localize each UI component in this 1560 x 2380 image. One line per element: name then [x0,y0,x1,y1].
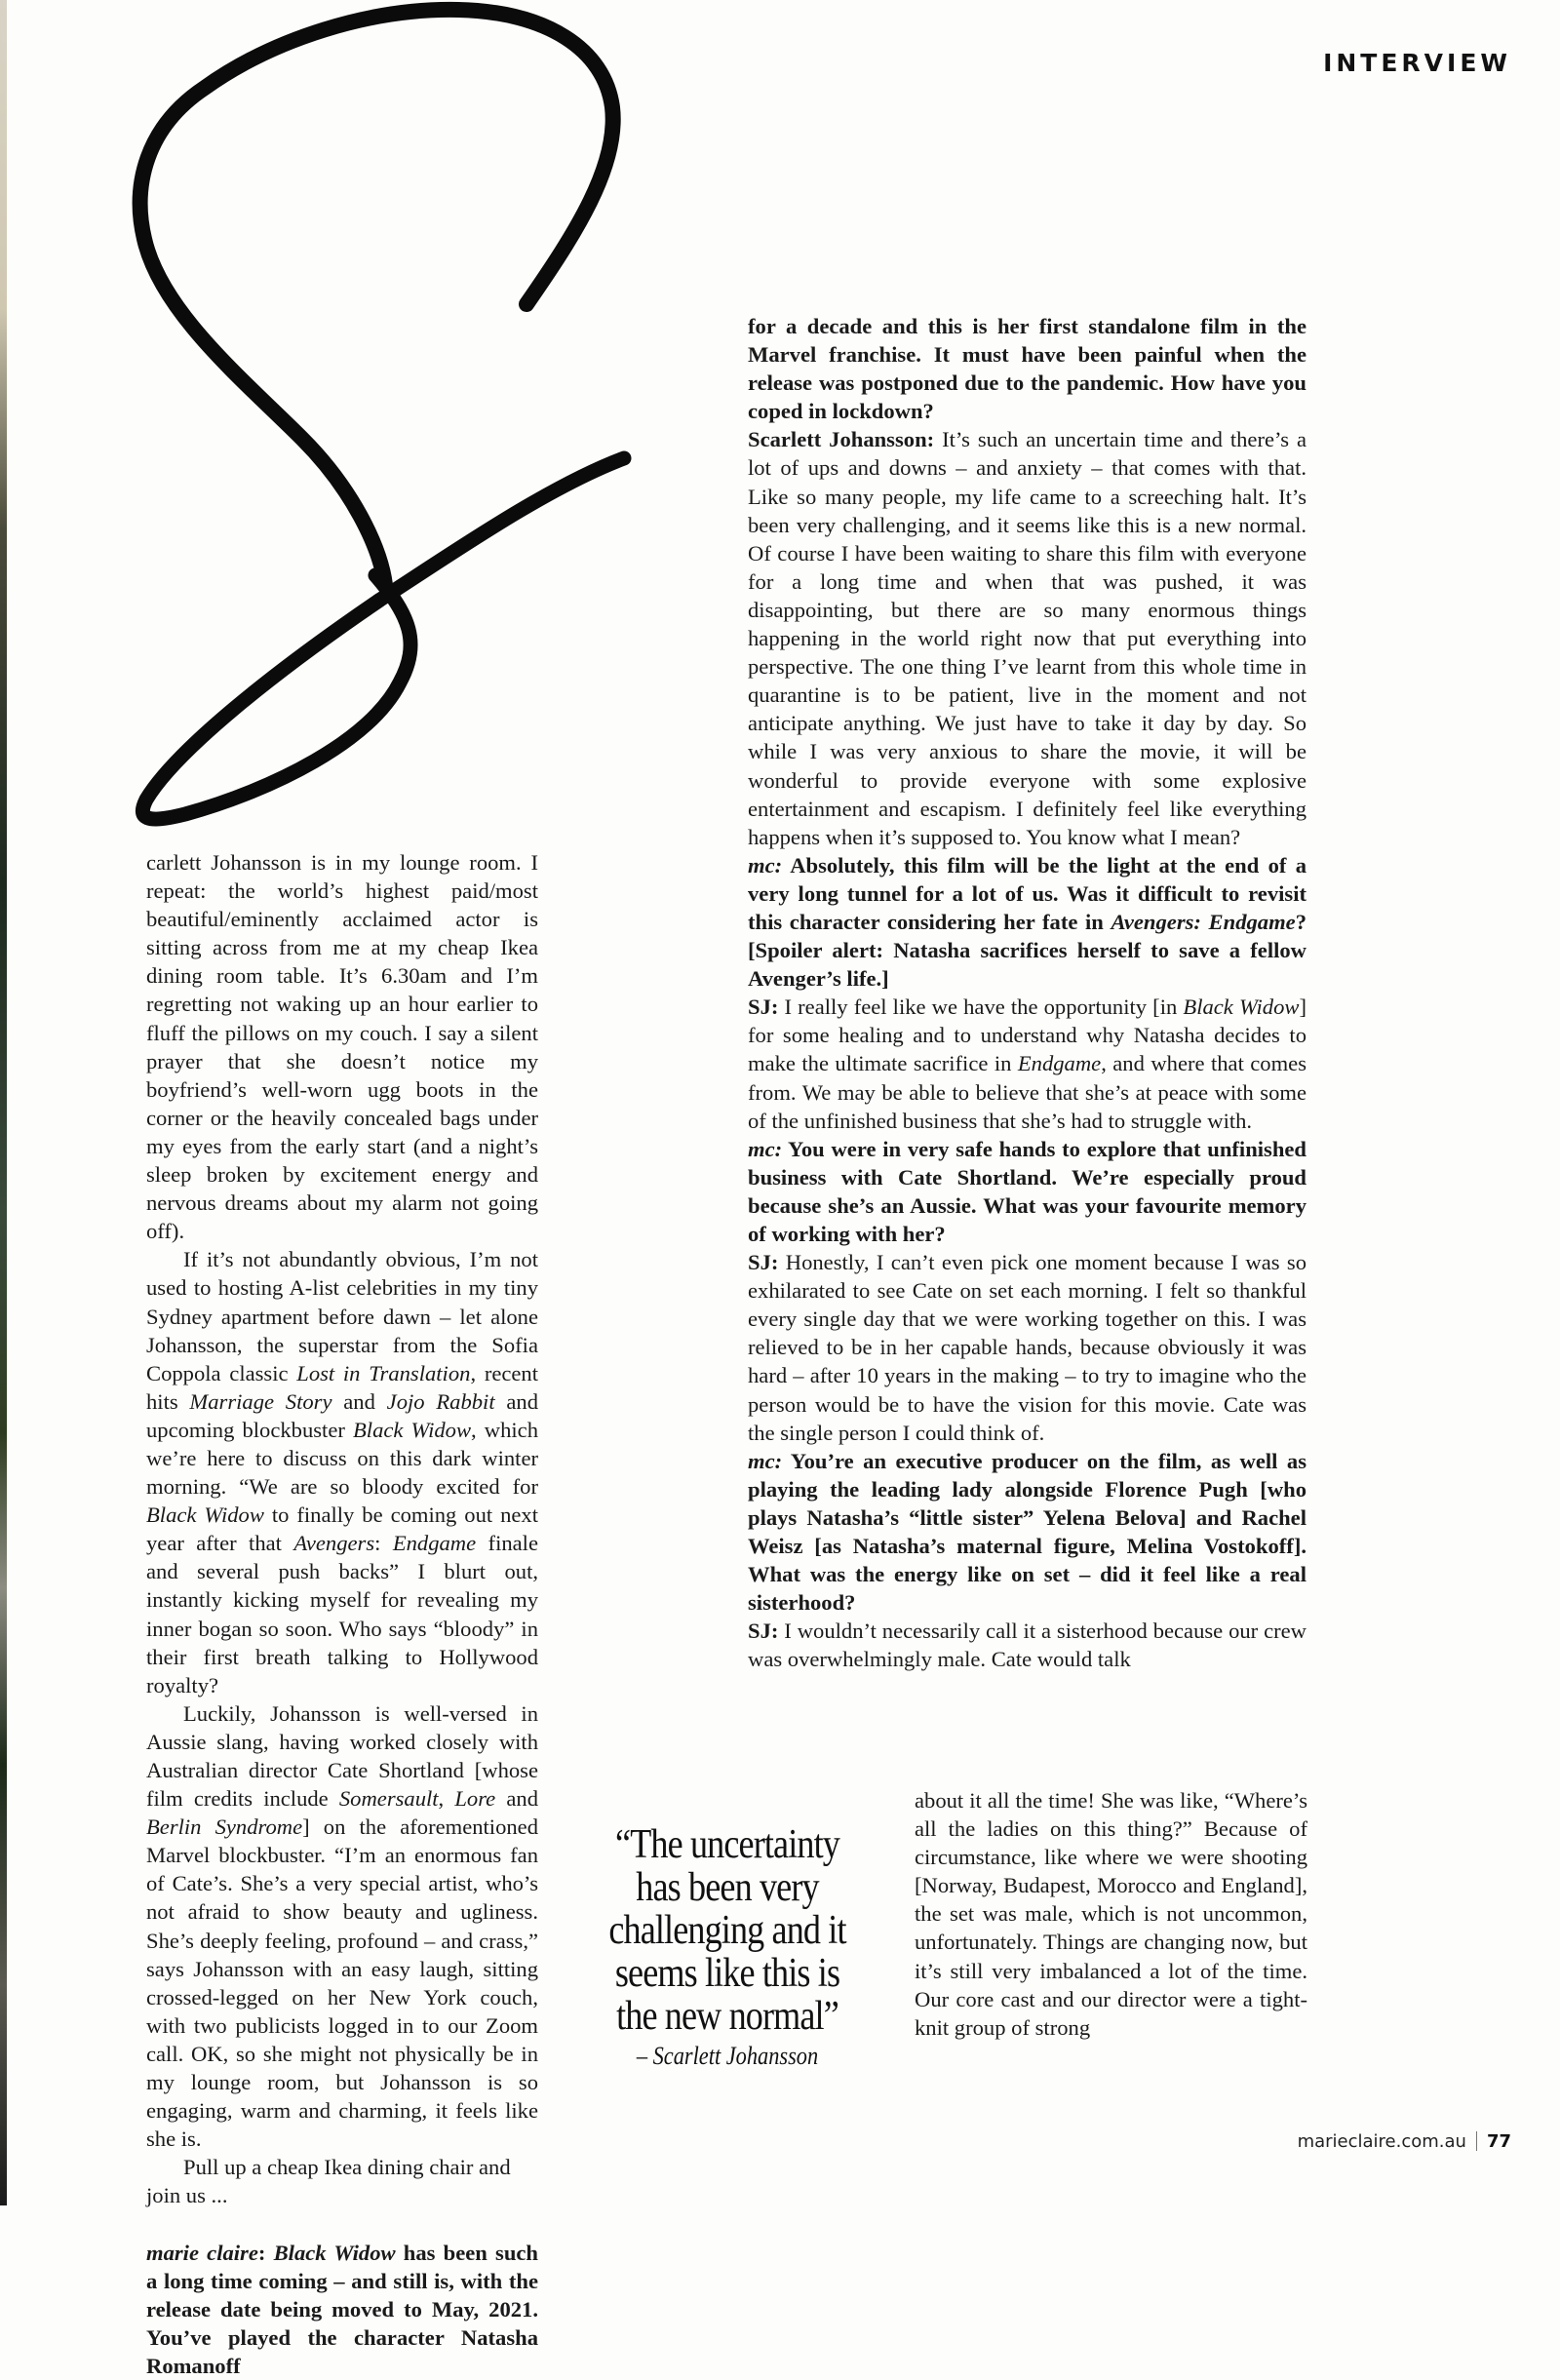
speaker-label: SJ: [748,995,779,1020]
text-run: Honestly, I can’t even pick one moment because I was so exhilarated to see Cate on set each morning. I felt so thankful every single day that we were working together on this. I was relieved to be in her capable hands, because obviously it was hard – after 10 years in the making – to try to imagine who the person would be to have the vision for this movie. Cate was the single person I could think of. [748,1250,1306,1445]
text-run: , recent hits [146,1360,538,1414]
text-run: : [374,1531,393,1556]
film-title: Endgame [392,1531,477,1556]
text-run: and upcoming blockbuster [146,1388,538,1442]
text-run: and [495,1786,539,1812]
answer-4-continued: about it all the time! She was like, “Where’s all the ladies on this thing?” Because of circumstance, like where we were shooting [Norway, Budapest, Morocco and England], the set was male, which is not uncommon, unfortunately. Things are changing now, but it’s still very imbalanced a lot of the time. Our core cast and our director were a tight-knit group of strong [915,1788,1307,2040]
speaker-label: mc: [748,1136,783,1161]
question-2 [748,851,1306,993]
pull-quote [593,1823,861,2073]
page-number: 77 [1486,2131,1511,2152]
section-label: INTERVIEW [1323,49,1511,77]
answer-3 [748,1248,1306,1447]
film-title: Avengers [293,1531,375,1556]
text-run: has been such a long time coming – and still is, with the release date being moved to May, 2021. You’ve played the character Natasha Romanoff [146,2240,538,2378]
intro-paragraph-1: carlett Johansson is in my lounge room. I repeat: the world’s highest paid/most beautiful/eminently acclaimed actor is sitting across from me at my cheap Ikea dining room table. It’s 6.30am and I’m regretting not waking up an hour earlier to fluff the pillows on my couch. I say a silent prayer that she doesn’t notice my boyfriend’s well-worn ugg boots in the corner or the heavily concealed bags under my eyes from the early start (and a night’s sleep broken by excitement energy and nervous dreams about my alarm not going off). [146,850,538,1244]
speaker-label: marie claire [146,2240,258,2265]
text-run: to finally be coming out next year after that [146,1502,538,1556]
intro-paragraph-2 [146,1245,538,1699]
question-1-start [146,2239,538,2380]
speaker-label: SJ: [748,1619,779,1644]
question-3 [748,1135,1306,1248]
pull-quote-text: “The uncertainty has been very challenging and it seems like this is the new normal” [608,1822,846,2039]
article-column-left [146,848,538,2380]
text-run: Absolutely, this film will be the light at the end of a very long tunnel for a lot of us. Was it difficult to revisit this character considering her fate in [748,852,1306,934]
film-title: Black Widow [273,2240,396,2265]
text-run: You’re an executive producer on the film, as well as playing the leading lady alongside Florence Pugh [who plays Natasha’s “little sister” Yelena Belova] and Rachel Weisz [as Natasha’s maternal figure, Melina Vostokoff]. What was the energy like on set – did it feel like a real sisterhood? [748,1448,1306,1616]
film-title: Avengers: Endgame [1111,909,1296,934]
film-title: Berlin Syndrome [146,1814,303,1840]
film-title: Black Widow [352,1417,472,1442]
article-column-right-continued [915,1786,1307,2042]
film-title: Black Widow [1183,995,1300,1020]
drop-cap-loop-stroke [142,458,624,819]
intro-paragraph-3 [146,1699,538,2154]
text-run: for a decade and this is her first standalone film in the Marvel franchise. It must have been painful when the release was postponed due to the pandemic. How have you coped in lockdown? [748,314,1306,424]
text-run: I wouldn’t necessarily call it a sisterhood because our crew was overwhelmingly male. Cate would talk [748,1619,1306,1672]
text-run: : [257,2240,274,2265]
film-title: Jojo Rabbit [386,1388,495,1414]
text-run: and [332,1388,387,1414]
text-run: , which we’re here to discuss on this dark winter morning. “We are so bloody excited for [146,1417,538,1500]
film-title: Somersault [338,1786,439,1812]
speaker-label: SJ: [748,1250,779,1275]
film-title: Black Widow [146,1502,264,1528]
text-run: I really feel like we have the opportunity [in [778,995,1184,1020]
drop-cap-upper-stroke [140,10,613,585]
answer-1 [748,425,1306,850]
speaker-label: Scarlett Johansson: [748,427,935,452]
text-run: If it’s not abundantly obvious, I’m not used to hosting A-list celebrities in my tiny Sydney apartment before dawn – let alone Johansson, the superstar from the Sofia Coppola classic [146,1247,538,1385]
question-4 [748,1447,1306,1618]
text-run: , and where that comes from. We may be able to believe that she’s at peace with some of the unfinished business that she’s had to struggle with. [748,1051,1306,1133]
text-run: It’s such an uncertain time and there’s a lot of ups and downs – and anxiety – that comes with that. Like so many people, my life came to a screeching halt. It’s been very challenging, and it seems like this is a new normal. Of course I have been waiting to share this film with everyone for a long time and when that was pushed, it was disappointing, but there are so many enormous things happening in the world right now that put everything into perspective. The one thing I’ve learnt from this whole time in quarantine is to be patient, live in the moment and not anticipate anything. We just have to take it day by day. So while I was very anxious to share the movie, it will be wonderful to provide everyone with some explosive entertainment and escapism. I definitely feel like everything happens when it’s supposed to. You know what I mean? [748,427,1306,849]
speaker-label: mc: [748,852,783,878]
footer-divider [1476,2131,1477,2151]
answer-4-start [748,1617,1306,1673]
text-run: ] on the aforementioned Marvel blockbuster. “I’m an enormous fan of Cate’s. She’s a very special artist, who’s not afraid to show beauty and ugliness. She’s deeply feeling, profound – and crass,” says Johansson with an easy laugh, sitting crossed-legged on her New York couch, with two publicists logged in to our Zoom call. OK, so she might not physically be in my lounge room, but Johansson is so engaging, warm and charming, it feels like she is. [146,1814,538,2152]
page-footer [1298,2131,1511,2152]
text-run: finale and several push backs” I blurt out, instantly kicking myself for revealing my inner bogan so soon. Who says “bloody” in their first breath talking to Hollywood royalty? [146,1531,538,1697]
intro-paragraph-4: Pull up a cheap Ikea dining chair and join us ... [146,2155,511,2208]
text-run: You were in very safe hands to explore that unfinished business with Cate Shortland. We’re especially proud because she’s an Aussie. What was your favourite memory of working with her? [748,1136,1306,1246]
text-run: ] for some healing and to understand why Natasha decides to make the ultimate sacrifice in [748,995,1306,1076]
answer-2 [748,993,1306,1134]
question-1-continued [748,312,1306,425]
speaker-label: mc: [748,1448,783,1473]
spacer [146,2210,538,2239]
film-title: Lost in Translation [296,1360,471,1385]
previous-page-photo-edge [0,0,7,2205]
pull-quote-attribution: – Scarlett Johansson [636,2042,819,2070]
footer-site: marieclaire.com.au [1297,2131,1466,2152]
text-run: ? [Spoiler alert: Natasha sacrifices herself to save a fellow Avenger’s life.] [748,909,1306,992]
text-run: , [438,1786,455,1812]
text-run: Luckily, Johansson is well-versed in Aussie slang, having worked closely with Australian director Cate Shortland [whose film credits include [146,1700,538,1812]
film-title: Endgame [1017,1051,1102,1076]
film-title: Lore [454,1786,496,1812]
film-title: Marriage Story [189,1388,332,1414]
article-column-right [748,312,1306,1674]
